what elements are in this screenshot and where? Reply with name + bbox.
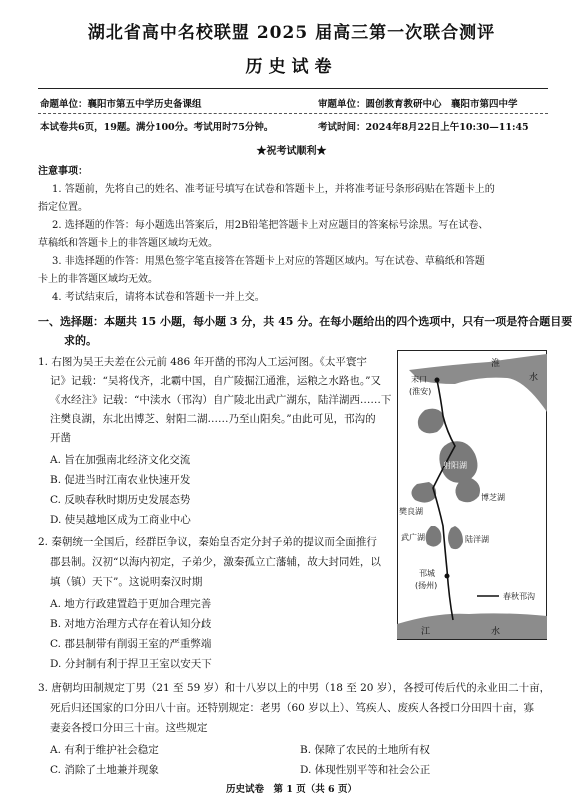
map-label: 樊良湖 xyxy=(399,507,423,516)
subject-title: 历史试卷 xyxy=(245,57,338,77)
page-footer: 历史试卷 第 1 页（共 6 页） xyxy=(226,784,357,795)
q2-stem: 郡县制。汉初“以海内初定，子弟少，激秦孤立亡藩辅，故大封同姓，以 xyxy=(50,556,381,568)
map-label: 武广湖 xyxy=(401,533,425,542)
q3-option-d: D. 体现性别平等和社会公正 xyxy=(300,764,431,776)
map-label: 邗城 xyxy=(419,569,435,578)
map-label: 淮 xyxy=(491,359,501,369)
hancheng-point xyxy=(445,574,450,579)
header-top-rule xyxy=(38,88,548,89)
q2-stem: 2. 秦朝统一全国后，经群臣争议，秦始皇否定分封子弟的提议而全面推行 xyxy=(38,536,377,548)
q1-option-c: C. 反映春秋时期历史发展态势 xyxy=(50,494,191,506)
map-label: 末口 xyxy=(411,375,427,384)
q2-stem: 填（镇）天下”。这说明秦汉时期 xyxy=(50,576,203,588)
map-label: 射阳湖 xyxy=(443,461,467,470)
map-label: 水 xyxy=(491,627,501,637)
notice-line: 指定位置。 xyxy=(38,202,88,213)
proposer-info: 命题单位：襄阳市第五中学历史备课组 xyxy=(40,99,202,110)
map-label: 博芝湖 xyxy=(481,493,505,502)
q1-stem: 1. 右图为吴王夫差在公元前 486 年开凿的邗沟人工运河图。《太平寰宇 xyxy=(38,356,367,368)
q3-stem: 3. 唐朝均田制规定丁男（21 至 59 岁）和十八岁以上的中男（18 至 20 岁），各授可传后代的永业田二十亩， xyxy=(38,682,551,694)
map-label: 水 xyxy=(529,373,539,383)
q3-option-c: C. 消除了土地兼并现象 xyxy=(50,764,159,776)
map-label: (扬州) xyxy=(415,581,438,590)
section-heading: 一、选择题：本题共 15 小题，每小题 3 分，共 45 分。在每小题给出的四个选项中，只有一项是符合题目要 xyxy=(38,315,573,328)
q2-option-a: A. 地方行政建置趋于更加合理完善 xyxy=(50,598,212,610)
mokou-point xyxy=(435,378,440,383)
q3-stem: 妻妾各授口分田三十亩。这些规定 xyxy=(50,722,208,734)
notice-line: 3. 非选择题的作答：用黑色签字笔直接答在答题卡上对应的答题区域内。写在试卷、草稿纸和答题 xyxy=(52,256,485,267)
notice-line: 卡上的非答题区域均无效。 xyxy=(38,274,158,285)
q1-stem: 开凿 xyxy=(50,432,71,444)
q1-stem: 《水经注》记载：“中渎水（邗沟）自广陵北出武广湖东，陆洋湖西……下 xyxy=(50,394,392,406)
good-luck-banner: ★祝考试顺利★ xyxy=(256,146,327,157)
q3-stem: 死后归还国家的口分田八十亩。还特别规定：老男（60 岁以上）、笃疾人、废疾人各授口分田四十亩，寡 xyxy=(50,702,534,714)
paper-info: 本试卷共6页，19题。满分100分。考试用时75分钟。 xyxy=(40,122,274,133)
map-label: 江 xyxy=(421,627,431,637)
section-heading-cont: 求的。 xyxy=(64,334,97,347)
q3-option-b: B. 保障了农民的土地所有权 xyxy=(300,744,430,756)
q1-option-d: D. 使吴越地区成为工商业中心 xyxy=(50,514,191,526)
legend-label: 春秋邗沟 xyxy=(503,592,535,601)
header-dashed-rule xyxy=(38,113,548,114)
hangou-canal-map xyxy=(397,350,547,640)
notice-line: 草稿纸和答题卡上的非答题区域均无效。 xyxy=(38,238,218,249)
q2-option-d: D. 分封制有利于捍卫王室以安天下 xyxy=(50,658,212,670)
notice-line: 2. 选择题的作答：每小题选出答案后，用2B铅笔把答题卡上对应题目的答案标号涂黑。写在试卷、 xyxy=(52,220,489,231)
q1-option-b: B. 促进当时江南农业快速开发 xyxy=(50,474,191,486)
q2-option-b: B. 对地方治理方式存在着认知分歧 xyxy=(50,618,212,630)
q1-option-a: A. 旨在加强南北经济文化交流 xyxy=(50,454,191,466)
q3-option-a: A. 有利于维护社会稳定 xyxy=(50,744,159,756)
map-label: (淮安) xyxy=(409,387,432,396)
reviewer-info: 审题单位：圆创教育教研中心 襄阳市第四中学 xyxy=(318,99,518,110)
q2-option-c: C. 郡县制带有削弱王室的严重弊端 xyxy=(50,638,212,650)
notice-line: 1. 答题前，先将自己的姓名、准考证号填写在试卷和答题卡上，并将准考证号条形码贴在答题卡上的 xyxy=(52,184,495,195)
q1-stem: 记》记载：“吴将伐齐，北霸中国，自广陵掘江通淮，运粮之水路也。”又 xyxy=(50,375,381,387)
exam-time: 考试时间：2024年8月22日上午10:30—11:45 xyxy=(318,122,529,133)
notice-line: 4. 考试结束后，请将本试卷和答题卡一并上交。 xyxy=(52,292,265,303)
q1-stem: 注樊良湖，东北出博芝、射阳二湖……乃至山阳矣。”由此可见，邗沟的 xyxy=(50,413,376,425)
map-label: 陆洋湖 xyxy=(465,535,489,544)
exam-title: 湖北省高中名校联盟 2025 届高三第一次联合测评 xyxy=(87,23,496,43)
notice-heading: 注意事项： xyxy=(38,166,88,177)
